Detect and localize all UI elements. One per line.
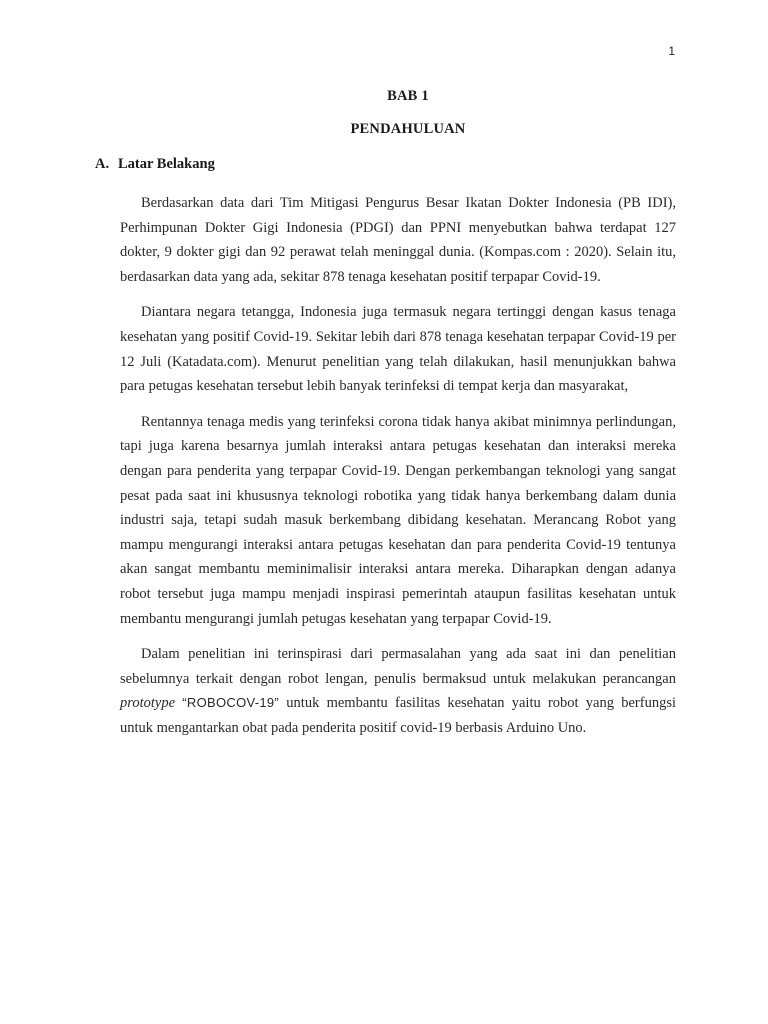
chapter-heading: BAB 1 [387,88,429,104]
paragraph-2: Diantara negara tetangga, Indonesia juga termasuk negara tertinggi dengan kasus tenaga kesehatan yang positif Covid-19. Sekitar lebih dari 878 tenaga kesehatan terpapar Covid-19 per 12 Juli (Katadata.com). Menurut penelitian yang telah dilakukan, hasil menunjukkan bahwa para petugas kesehatan tersebut lebih banyak terinfeksi di tempat kerja dan masyarakat, [120,304,676,395]
robot-name: “ROBOCOV-19” [182,695,280,711]
paragraph-3: Rentannya tenaga medis yang terinfeksi corona tidak hanya akibat minimnya perlindungan, tapi juga karena besarnya jumlah interaksi antara petugas kesehatan dan interaksi mereka dengan para penderita yang terpapar Covid-19. Dengan perkembangan teknologi yang sangat pesat pada saat ini khususnya teknologi robotika yang tidak hanya berkembang dalam dunia industri saja, tetapi sudah masuk berkembang dibidang kesehatan. Merancang Robot yang mampu mengurangi interaksi antara petugas kesehatan dan para penderita Covid-19 tentunya akan sangat membantu meminimalisir interaksi antara mereka. Diharapkan dengan adanya robot tersebut juga mampu menjadi inspirasi pemerintah ataupun fasilitas kesehatan untuk membantu mengurangi jumlah petugas kesehatan yang terpapar Covid-19. [120,413,676,627]
body-text [120,191,676,751]
paragraph-4-text-after: untuk membantu fasilitas kesehatan yaitu robot yang berfungsi untuk mengantarkan obat pada penderita positif covid-19 berbasis Arduino Uno. [120,695,676,736]
paragraph-4-text-before: Dalam penelitian ini terinspirasi dari permasalahan yang ada saat ini dan penelitian sebelumnya terkait dengan robot lengan, penulis bermaksud untuk melakukan perancangan [120,646,676,687]
section-title-text: Latar Belakang [118,156,215,172]
section-title [95,156,215,173]
paragraph-1: Berdasarkan data dari Tim Mitigasi Pengurus Besar Ikatan Dokter Indonesia (PB IDI), Perhimpunan Dokter Gigi Indonesia (PDGI) dan PPNI menyebutkan bahwa terdapat 127 dokter, 9 dokter gigi dan 92 perawat telah meninggal dunia. (Kompas.com : 2020). Selain itu, berdasarkan data yang ada, sekitar 878 tenaga kesehatan positif terpapar Covid-19. [120,195,676,285]
chapter-title: PENDAHULUAN [350,121,466,137]
page-number: 1 [668,44,675,58]
paragraph-4 [120,642,676,740]
section-marker: A. [95,156,110,172]
prototype-term: prototype [120,695,176,712]
